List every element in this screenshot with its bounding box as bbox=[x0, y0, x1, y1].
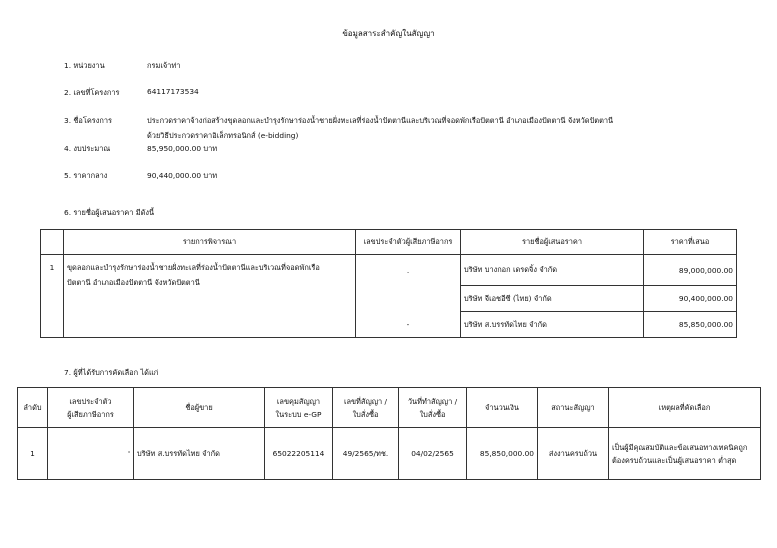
winner-header-reason: เหตุผลที่คัดเลือก bbox=[609, 388, 761, 428]
winner-header-status: สถานะสัญญา bbox=[538, 388, 609, 428]
document-title: ข้อมูลสาระสำคัญในสัญญา bbox=[342, 29, 435, 38]
winner-reason: เป็นผู้มีคุณสมบัติและข้อเสนอทางเทคนิคถูกต้องครบถ้วนและเป็นผู้เสนอราคา ต่ำสุด bbox=[609, 428, 761, 480]
bidders-header-item: รายการพิจารณา bbox=[64, 230, 356, 255]
winner-heading: 7. ผู้ที่ได้รับการคัดเลือก ได้แก่ bbox=[64, 368, 159, 377]
winner-header-contract-line-2: ใบสั่งซื้อ bbox=[352, 409, 379, 419]
median-price-value: 90,440,000.00 บาท bbox=[147, 171, 218, 180]
winner-header-contract-number bbox=[333, 388, 399, 428]
bidder-price: 90,400,000.00 bbox=[644, 286, 737, 312]
winner-tax-id: ' bbox=[48, 428, 134, 480]
winner-header-date-line-2: ใบสั่งซื้อ bbox=[419, 409, 446, 419]
bidder-tax-id: . bbox=[356, 255, 461, 286]
bidders-heading: 6. รายชื่อผู้เสนอราคา มีดังนี้ bbox=[64, 208, 155, 217]
bidders-header-tax-id: เลขประจำตัวผู้เสียภาษีอากร bbox=[356, 230, 461, 255]
winner-contract-number: 49/2565/ทช. bbox=[333, 428, 399, 480]
bidders-table bbox=[40, 229, 737, 338]
winner-header-date-line-1: วันที่ทำสัญญา / bbox=[407, 396, 458, 406]
item-description-line-1: ขุดลอกและบำรุงรักษาร่องน้ำชายฝั่งทะเลที่ร่องน้ำปัตตานีและบริเวณที่จอดพักเรือ bbox=[67, 263, 320, 272]
bidder-row bbox=[41, 255, 737, 286]
median-price-label: 5. ราคากลาง bbox=[64, 171, 108, 180]
winner-header-vendor: ชื่อผู้ขาย bbox=[134, 388, 265, 428]
winner-header-tax-id-line-2: ผู้เสียภาษีอากร bbox=[67, 409, 114, 419]
winner-seq: 1 bbox=[18, 428, 48, 480]
winner-header-tax-id bbox=[48, 388, 134, 428]
bidders-header-price: ราคาที่เสนอ bbox=[644, 230, 737, 255]
budget-value: 85,950,000.00 บาท bbox=[147, 144, 218, 153]
bidder-price: 89,000,000.00 bbox=[644, 255, 737, 286]
winner-header-egp-line-1: เลขคุมสัญญา bbox=[276, 396, 321, 406]
winner-header-egp-number bbox=[265, 388, 333, 428]
winner-vendor: บริษัท ส.บรรทัดไทย จำกัด bbox=[134, 428, 265, 480]
budget-label: 4. งบประมาณ bbox=[64, 144, 111, 153]
item-description-line-2: ปัตตานี อำเภอเมืองปัตตานี จังหวัดปัตตานี bbox=[67, 278, 200, 287]
bidder-tax-id bbox=[356, 286, 461, 312]
bidder-name: บริษัท บางกอก เดรดจิ้ง จำกัด bbox=[461, 255, 644, 286]
winner-amount: 85,850,000.00 bbox=[467, 428, 538, 480]
winner-contract-date: 04/02/2565 bbox=[399, 428, 467, 480]
winner-header-contract-date bbox=[399, 388, 467, 428]
bidders-header-blank bbox=[41, 230, 64, 255]
bidders-item-description bbox=[64, 255, 356, 338]
bidders-item-number: 1 bbox=[41, 255, 64, 338]
bidder-tax-id: - bbox=[356, 312, 461, 338]
agency-value: กรมเจ้าท่า bbox=[147, 61, 181, 70]
winner-header-contract-line-1: เลขที่สัญญา / bbox=[343, 396, 388, 406]
winner-table bbox=[17, 387, 761, 480]
winner-header-seq: ลำดับ bbox=[18, 388, 48, 428]
bidder-price: 85,850,000.00 bbox=[644, 312, 737, 338]
winner-header-tax-id-line-1: เลขประจำตัว bbox=[69, 396, 112, 406]
project-name-label: 3. ชื่อโครงการ bbox=[64, 116, 112, 125]
bidder-name: บริษัท จีเอชอีซี (ไทย) จำกัด bbox=[461, 286, 644, 312]
bidder-name: บริษัท ส.บรรทัดไทย จำกัด bbox=[461, 312, 644, 338]
project-number-value: 64117173534 bbox=[147, 87, 199, 96]
winner-egp-number: 65022205114 bbox=[265, 428, 333, 480]
winner-status: ส่งงานครบถ้วน bbox=[538, 428, 609, 480]
project-name-line-2: ด้วยวิธีประกวดราคาอิเล็กทรอนิกส์ (e-bidding) bbox=[147, 131, 299, 140]
agency-label: 1. หน่วยงาน bbox=[64, 61, 105, 70]
winner-header-egp-line-2: ในระบบ e-GP bbox=[275, 409, 322, 419]
winner-row bbox=[18, 428, 761, 480]
project-name-line-1: ประกวดราคาจ้างก่อสร้างขุดลอกและบำรุงรักษาร่องน้ำชายฝั่งทะเลที่ร่องน้ำปัตตานีและบริเวณที่จอดพักเรือปัตตานี อำเภอเมืองปัตตานี จังหวัดปัตตานี bbox=[147, 116, 614, 125]
bidders-header-bidder-name: รายชื่อผู้เสนอราคา bbox=[461, 230, 644, 255]
project-number-label: 2. เลขที่โครงการ bbox=[64, 88, 120, 97]
winner-header-amount: จำนวนเงิน bbox=[467, 388, 538, 428]
